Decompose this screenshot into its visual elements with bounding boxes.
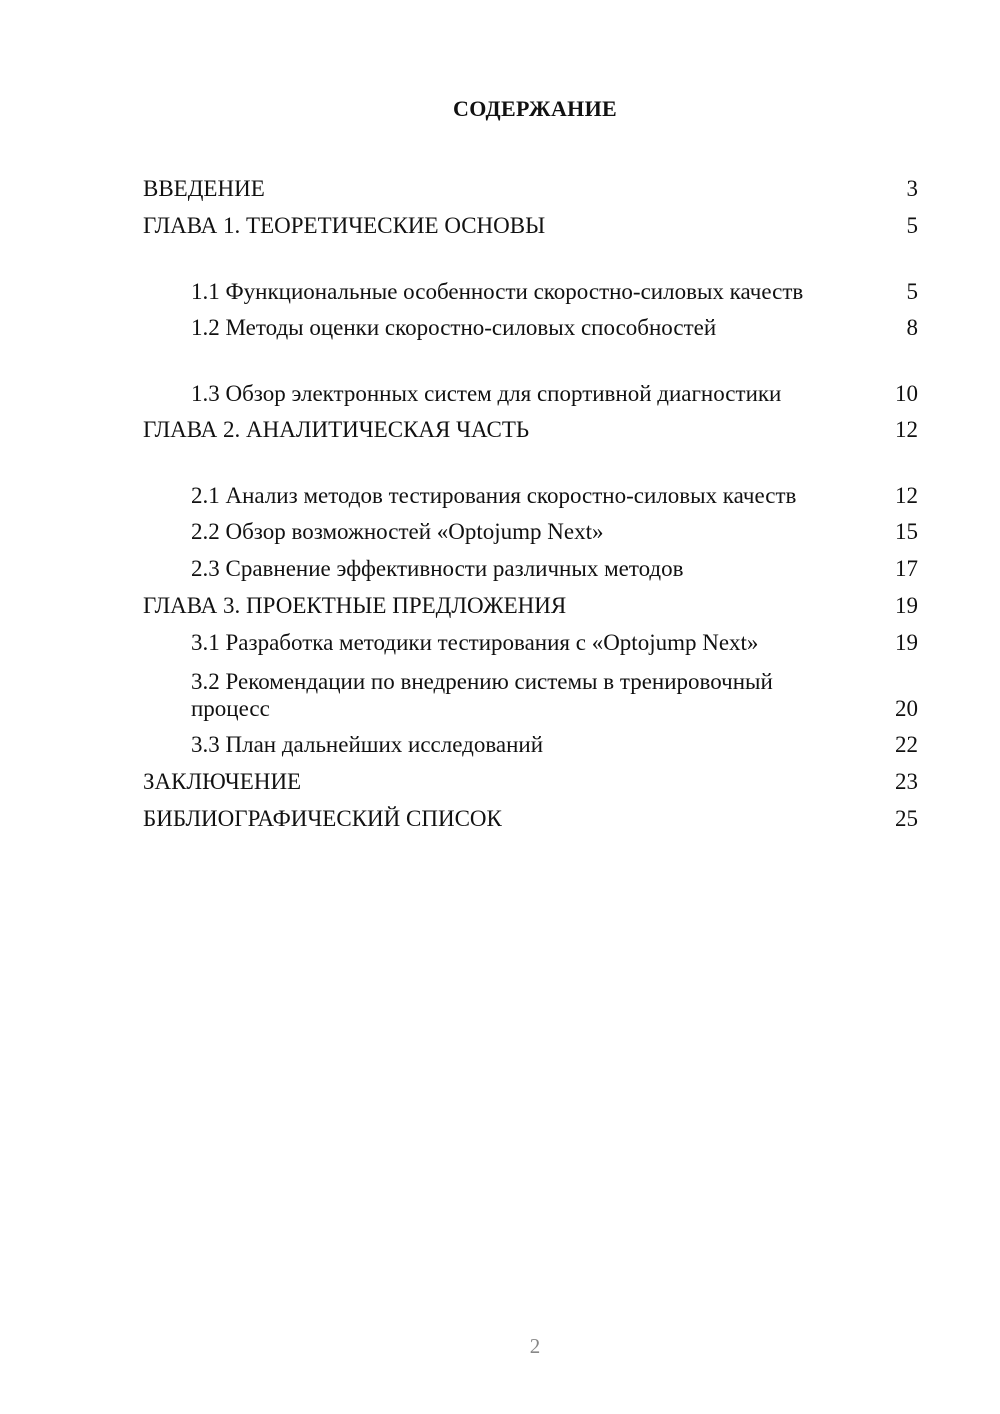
toc-entry-label: ЗАКЛЮЧЕНИЕ bbox=[143, 769, 302, 794]
toc-entry-chapter-2 bbox=[143, 411, 918, 448]
toc-entry-chapter-1 bbox=[143, 207, 918, 244]
toc-entry-label: 1.3 Обзор электронных систем для спортивной диагностики bbox=[191, 381, 782, 406]
toc-entry-page: 12 bbox=[895, 483, 918, 508]
toc-entry-label: ГЛАВА 1. ТЕОРЕТИЧЕСКИЕ ОСНОВЫ bbox=[143, 213, 546, 238]
toc-entry-page: 20 bbox=[895, 696, 918, 721]
toc-entry-label: 3.1 Разработка методики тестирования с «Optojump Next» bbox=[191, 630, 759, 655]
toc-entry-label: 3.2 Рекомендации по внедрению системы в тренировочный процесс bbox=[191, 669, 773, 721]
page-title: СОДЕРЖАНИЕ bbox=[453, 96, 617, 121]
toc-entry-label: 2.1 Анализ методов тестирования скоростно-силовых качеств bbox=[191, 483, 797, 508]
toc-entry-page: 8 bbox=[906, 315, 918, 340]
toc-entry-label: 3.3 План дальнейших исследований bbox=[191, 732, 544, 757]
toc-entry-page: 10 bbox=[895, 381, 918, 406]
toc-entry-label: 1.2 Методы оценки скоростно-силовых способностей bbox=[191, 315, 717, 340]
toc-entry-conclusion bbox=[143, 763, 918, 800]
toc-entry-page: 17 bbox=[895, 556, 918, 581]
toc-entry-section-2-2 bbox=[143, 513, 918, 550]
toc-entry-page: 19 bbox=[895, 630, 918, 655]
toc-entry-section-3-1 bbox=[143, 624, 918, 661]
toc-entry-label: ГЛАВА 2. АНАЛИТИЧЕСКАЯ ЧАСТЬ bbox=[143, 417, 530, 442]
toc-entry-label: 2.2 Обзор возможностей «Optojump Next» bbox=[191, 519, 604, 544]
page-number: 2 bbox=[529, 1334, 541, 1358]
toc-entry-section-3-2 bbox=[143, 661, 918, 726]
table-of-contents bbox=[143, 170, 918, 837]
toc-entry-page: 3 bbox=[906, 176, 918, 201]
toc-entry-page: 22 bbox=[895, 732, 918, 757]
toc-entry-section-3-3 bbox=[143, 726, 918, 763]
toc-entry-page: 23 bbox=[895, 769, 918, 794]
toc-entry-page: 12 bbox=[895, 417, 918, 442]
toc-entry-introduction bbox=[143, 170, 918, 207]
toc-entry-section-1-3 bbox=[143, 346, 918, 411]
toc-entry-page: 19 bbox=[895, 593, 918, 618]
toc-entry-label: 2.3 Сравнение эффективности различных методов bbox=[191, 556, 684, 581]
toc-entry-label: ВВЕДЕНИЕ bbox=[143, 176, 265, 201]
toc-entry-chapter-3 bbox=[143, 587, 918, 624]
toc-entry-page: 15 bbox=[895, 519, 918, 544]
toc-entry-label: ГЛАВА 3. ПРОЕКТНЫЕ ПРЕДЛОЖЕНИЯ bbox=[143, 593, 567, 618]
toc-entry-page: 25 bbox=[895, 806, 918, 831]
toc-entry-section-1-1 bbox=[143, 244, 918, 309]
toc-entry-label: БИБЛИОГРАФИЧЕСКИЙ СПИСОК bbox=[143, 806, 502, 831]
toc-entry-label: 1.1 Функциональные особенности скоростно-силовых качеств bbox=[191, 279, 804, 304]
toc-entry-section-1-2 bbox=[143, 309, 918, 346]
toc-entry-section-2-3 bbox=[143, 550, 918, 587]
toc-entry-page: 5 bbox=[906, 213, 918, 238]
toc-entry-section-2-1 bbox=[143, 448, 918, 513]
toc-entry-page: 5 bbox=[906, 279, 918, 304]
toc-entry-bibliography bbox=[143, 800, 918, 837]
